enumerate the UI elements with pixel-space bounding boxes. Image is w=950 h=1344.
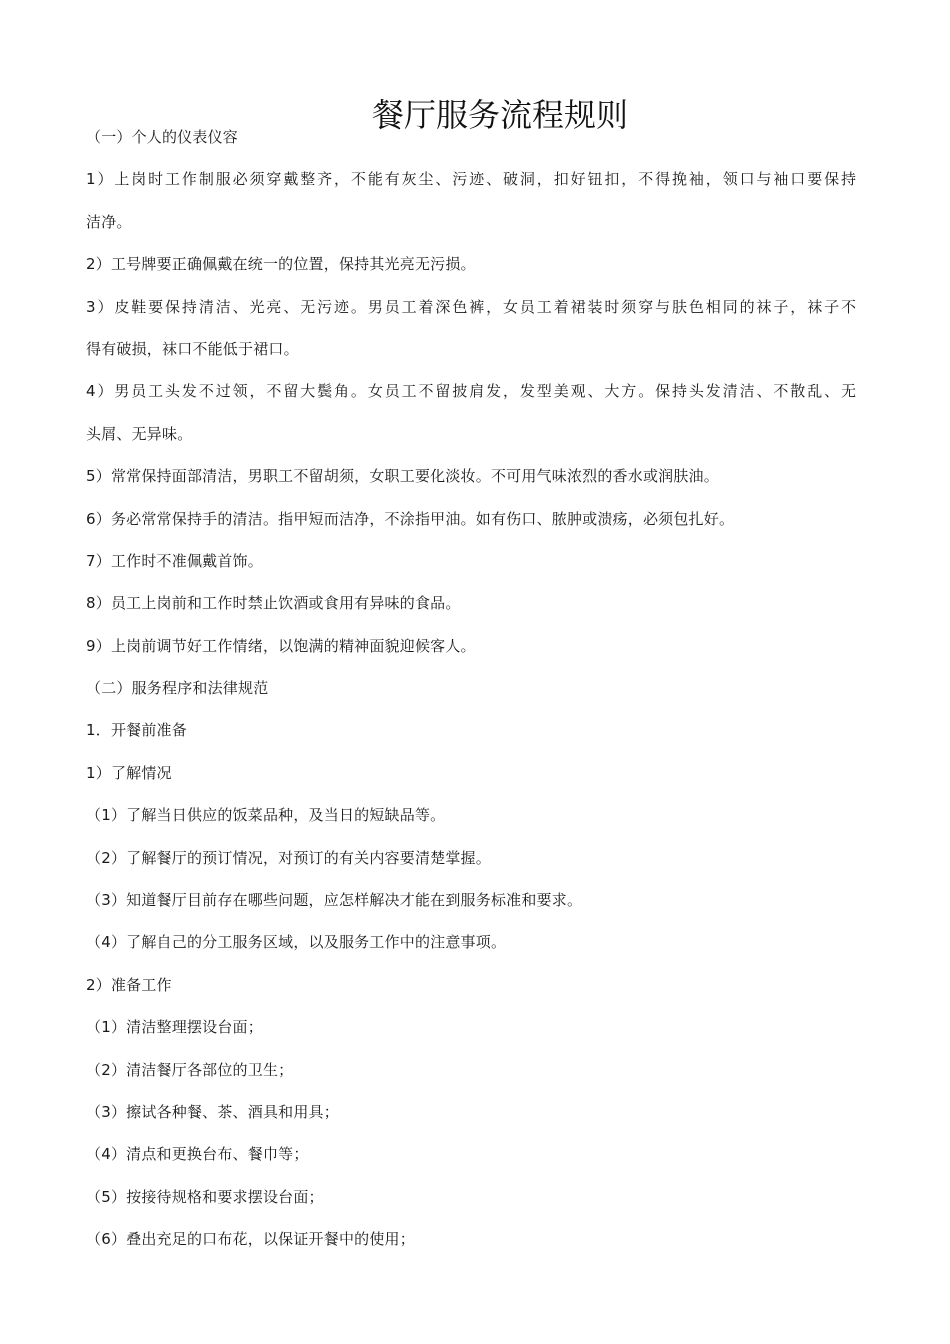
paragraph-line: 5）常常保持面部清洁，男职工不留胡须，女职工要化淡妆。不可用气味浓烈的香水或润肤油。 bbox=[86, 467, 719, 486]
paragraph-line: 9）上岗前调节好工作情绪，以饱满的精神面貌迎候客人。 bbox=[86, 636, 476, 655]
document-title: 餐厅服务流程规则 bbox=[371, 96, 628, 135]
paragraph-line: 2）工号牌要正确佩戴在统一的位置，保持其光亮无污损。 bbox=[86, 255, 476, 274]
list-item: （1）清洁整理摆设台面； bbox=[86, 1018, 263, 1037]
list-item: （4）了解自己的分工服务区域，以及服务工作中的注意事项。 bbox=[86, 933, 507, 952]
paragraph-line: 8）员工上岗前和工作时禁止饮酒或食用有异味的食品。 bbox=[86, 594, 461, 613]
list-item: （6）叠出充足的口布花，以保证开餐中的使用； bbox=[86, 1230, 415, 1249]
list-item: （3）擦试各种餐、茶、酒具和用具； bbox=[86, 1102, 339, 1121]
list-heading: 2）准备工作 bbox=[86, 975, 172, 994]
paragraph-line: 7）工作时不准佩戴首饰。 bbox=[86, 551, 263, 570]
list-item: （2）了解餐厅的预订情况，对预订的有关内容要清楚掌握。 bbox=[86, 848, 491, 867]
paragraph-line: 1）上岗时工作制服必须穿戴整齐，不能有灰尘、污迹、破洞，扣好钮扣，不得挽袖，领口与袖口要保持 bbox=[86, 170, 856, 189]
section-heading: （一）个人的仪表仪容 bbox=[86, 128, 239, 146]
list-item: （5）按接待规格和要求摆设台面； bbox=[86, 1187, 324, 1206]
subsection-heading: 1．开餐前准备 bbox=[86, 721, 187, 740]
paragraph-line: 头屑、无异味。 bbox=[86, 424, 193, 443]
paragraph-line: 得有破损，袜口不能低于裙口。 bbox=[86, 339, 299, 358]
paragraph-line: 3）皮鞋要保持清洁、光亮、无污迹。男员工着深色裤，女员工着裙装时须穿与肤色相同的袜子，袜子不 bbox=[86, 297, 856, 316]
paragraph-line: 6）务必常常保持手的清洁。指甲短而洁净，不涂指甲油。如有伤口、脓肿或溃疡，必须包扎好。 bbox=[86, 509, 735, 528]
paragraph-line: 洁净。 bbox=[86, 212, 132, 231]
list-item: （3）知道餐厅目前存在哪些问题，应怎样解决才能在到服务标准和要求。 bbox=[86, 891, 583, 910]
document-body bbox=[86, 116, 856, 1261]
paragraph-line: 4）男员工头发不过领，不留大鬓角。女员工不留披肩发，发型美观、大方。保持头发清洁、不散乱、无 bbox=[86, 382, 856, 401]
list-heading: 1）了解情况 bbox=[86, 763, 172, 782]
section-heading: （二）服务程序和法律规范 bbox=[86, 679, 269, 698]
list-item: （1）了解当日供应的饭菜品种，及当日的短缺品等。 bbox=[86, 806, 446, 825]
list-item: （4）清点和更换台布、餐巾等； bbox=[86, 1145, 309, 1164]
list-item: （2）清洁餐厅各部位的卫生； bbox=[86, 1060, 294, 1079]
